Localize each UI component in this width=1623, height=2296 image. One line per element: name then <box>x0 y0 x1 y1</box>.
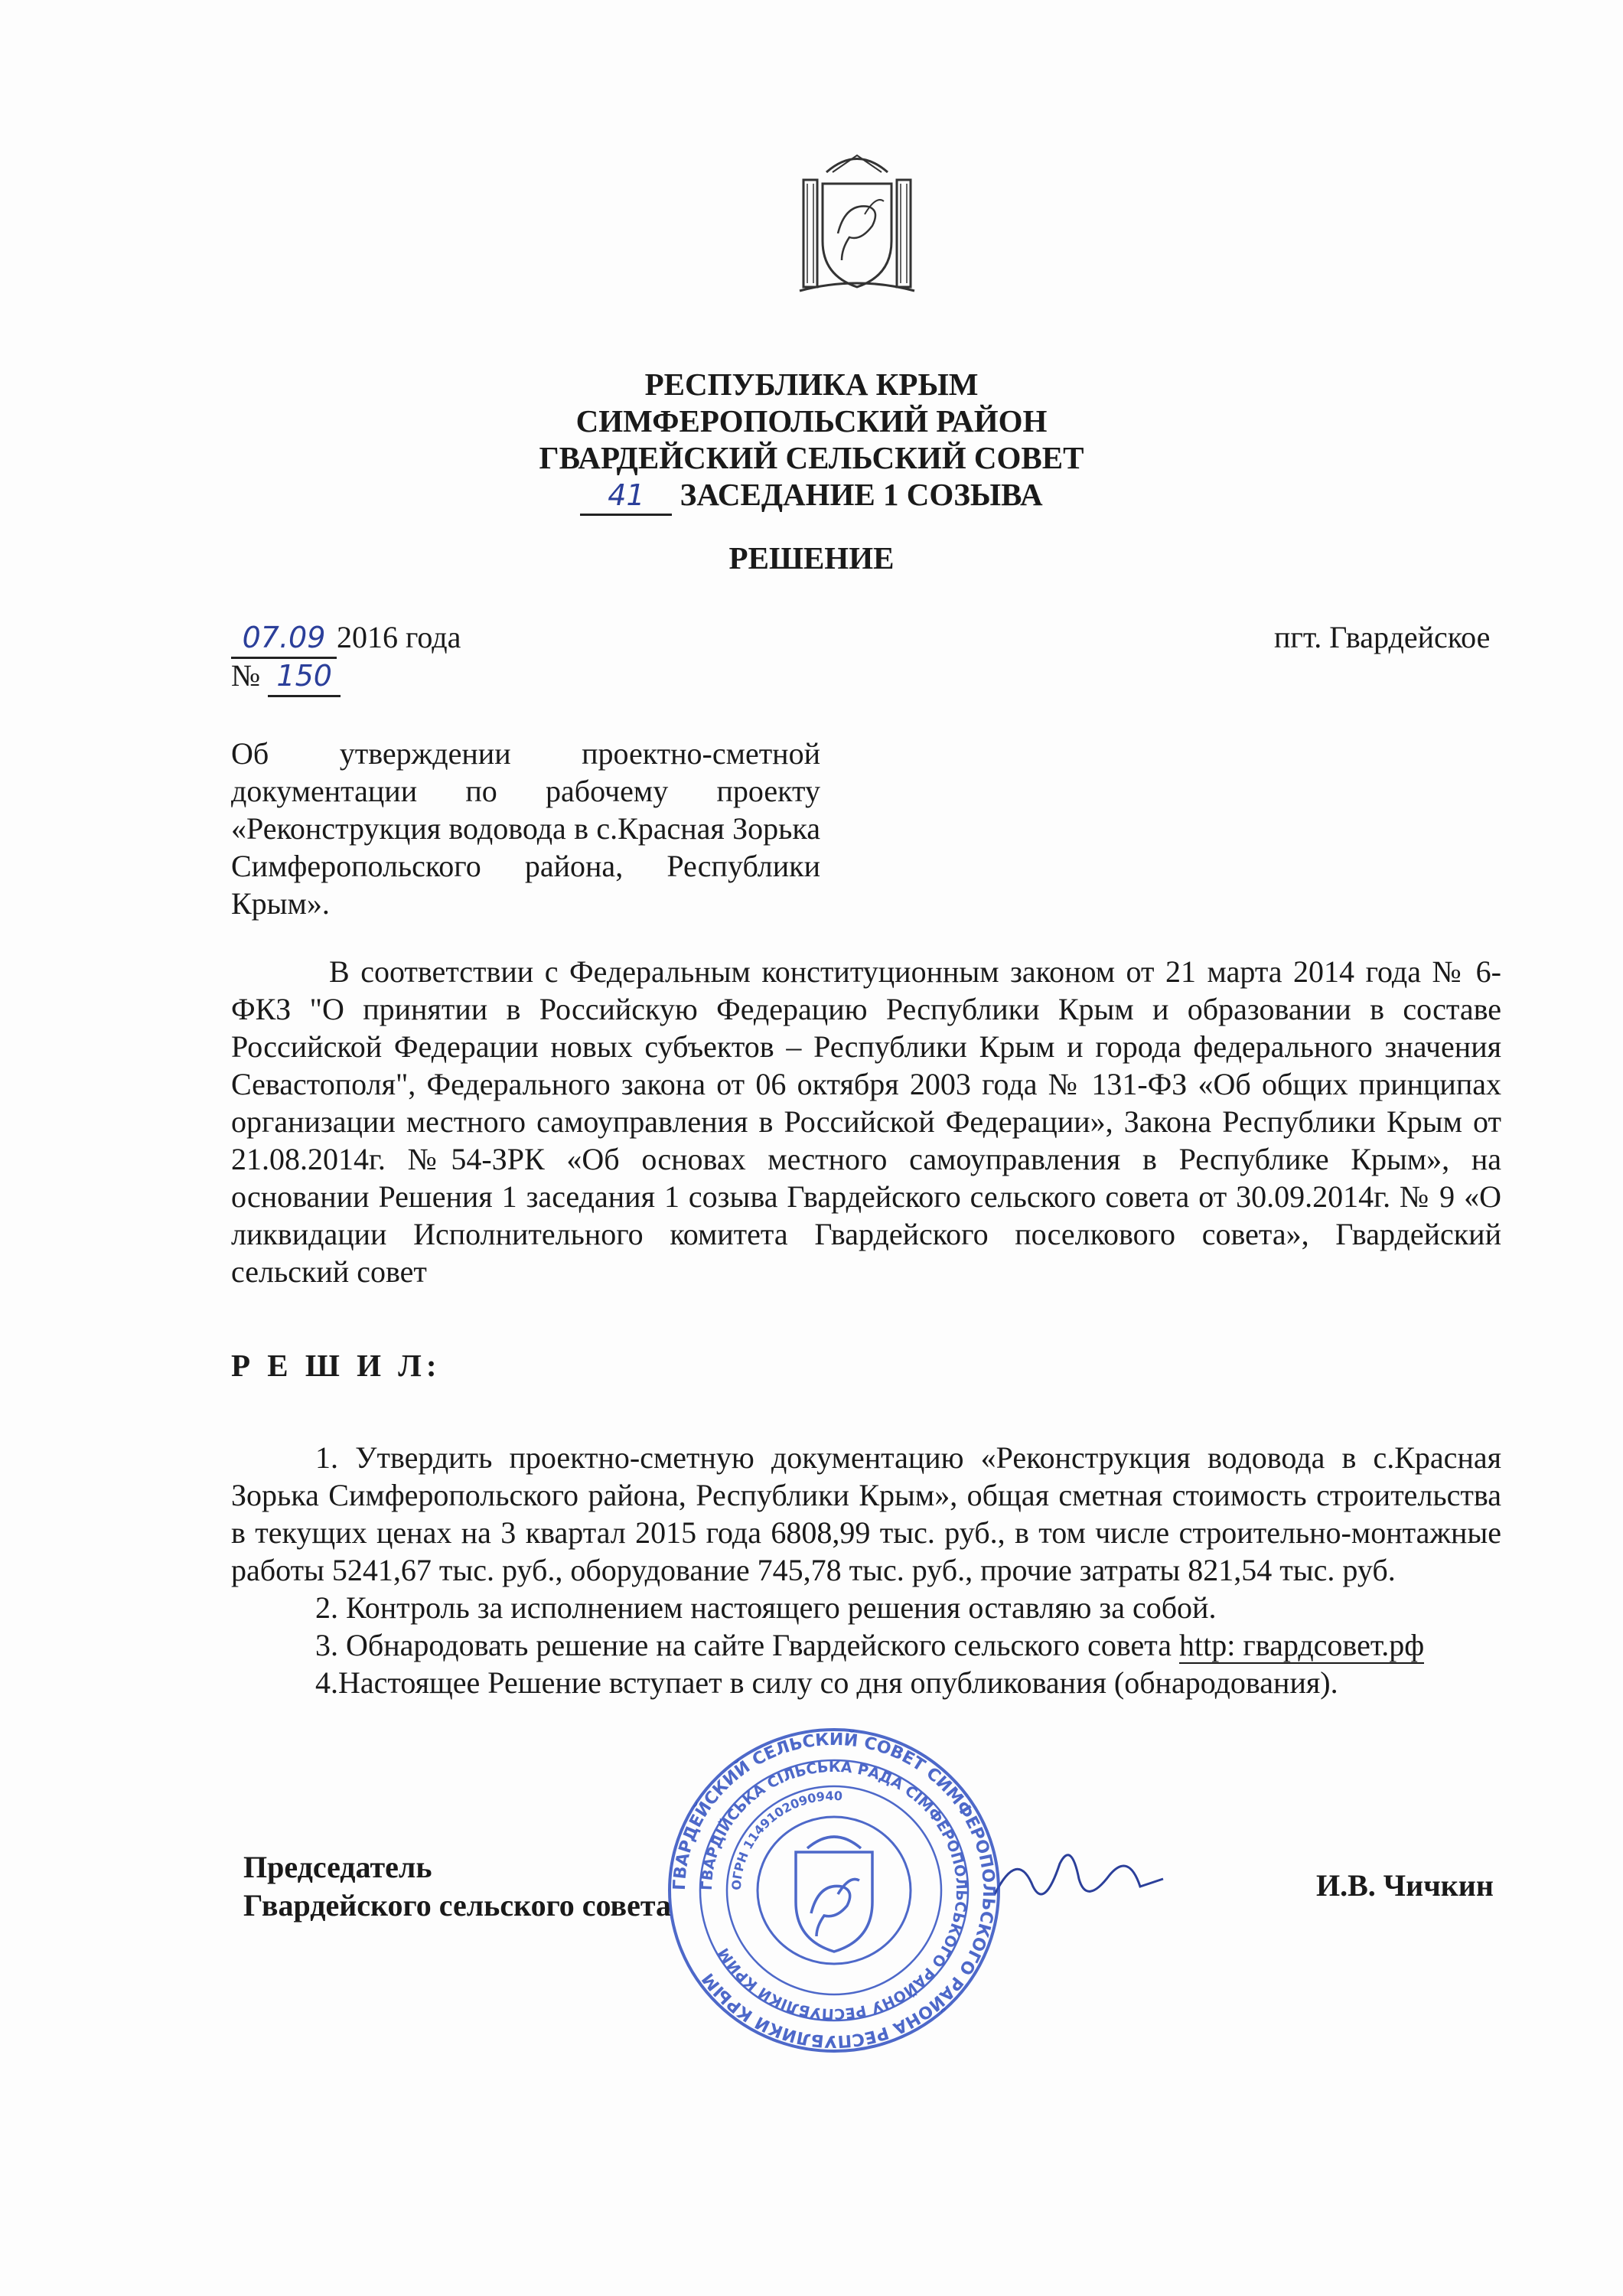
session-number-handwritten: 41 <box>580 477 672 516</box>
header-council: ГВАРДЕЙСКИЙ СЕЛЬСКИЙ СОВЕТ <box>539 440 1084 475</box>
resolution-item-4: 4.Настоящее Решение вступает в силу со дня опубликования (обнародования). <box>315 1665 1338 1700</box>
date-handwritten: 07.09 <box>231 619 337 659</box>
header-session <box>0 476 1623 516</box>
resolution-items <box>231 1439 1501 1701</box>
header-republic: РЕСПУБЛИКА КРЫМ <box>644 367 979 402</box>
document-date <box>231 618 461 659</box>
resolution-item-2: 2. Контроль за исполнением настоящего решения оставляю за собой. <box>315 1590 1217 1625</box>
resolution-item-3 <box>231 1626 1501 1664</box>
document-place: пгт. Гвардейское <box>1274 620 1491 654</box>
svg-text:ОГРН 1149102090940 <box>729 1789 843 1890</box>
item-3-text: 3. Обнародовать решение на сайте Гвардейского сельского совета <box>315 1628 1179 1662</box>
svg-text:ГВАРДЕЙСКИЙ СЕЛЬСКИЙ СОВЕТ СИМ <box>670 1730 998 2050</box>
resolved-label: Р Е Ш И Л: <box>231 1348 442 1383</box>
number-prefix: № <box>231 658 261 693</box>
stamp-middle-text: ГВАРДІЙСЬКА СІЛЬСЬКА РАДА СІМФЕРОПОЛЬСЬКОГО РАЙОНУ РЕСПУБЛІКИ КРИМ <box>698 1758 970 2023</box>
stamp-outer-text: ГВАРДЕЙСКИЙ СЕЛЬСКИЙ СОВЕТ СИМФЕРОПОЛЬСКОГО РАЙОНА РЕСПУБЛИКИ КРЫМ <box>670 1730 999 2051</box>
signatory-title-line2: Гвардейского сельского совета <box>243 1888 672 1923</box>
document-number <box>231 657 341 697</box>
document-subject: Об утверждении проектно-сметной документации по рабочему проекту «Реконструкция водовода в с.Красная Зорька Симферопольского района, Республики Крым». <box>231 736 820 921</box>
document-header <box>0 366 1623 516</box>
number-handwritten: 150 <box>268 657 341 697</box>
session-text: ЗАСЕДАНИЕ 1 СОЗЫВА <box>680 477 1043 512</box>
resolution-item-1: 1. Утвердить проектно-сметную документацию «Реконструкция водовода в с.Красная Зорька Симферопольского района, Республики Крым», общая сметная стоимость строительства в текущих ценах на 3 квартал 2015 года 6808,99 тыс. руб., в том числе строительно-монтажные работы 5241,67 тыс. руб., оборудование 745,78 тыс. руб., прочие затраты 821,54 тыс. руб. <box>231 1440 1501 1587</box>
crimea-coat-of-arms-icon <box>796 142 918 302</box>
signatory-title <box>243 1848 671 1925</box>
signatory-name: И.В. Чичкин <box>1316 1868 1494 1903</box>
stamp-emblem-icon <box>796 1837 872 1952</box>
stamp-ogrn: ОГРН 1149102090940 <box>728 1788 843 1891</box>
handwritten-signature <box>987 1833 1171 1925</box>
council-website-link[interactable]: http: гвардсовет.рф <box>1178 1628 1425 1662</box>
decision-title: РЕШЕНИЕ <box>728 540 895 576</box>
header-district: СИМФЕРОПОЛЬСКИЙ РАЙОН <box>575 403 1048 439</box>
signatory-title-line1: Председатель <box>243 1850 432 1884</box>
official-seal-icon <box>654 1718 1014 2063</box>
preamble-paragraph: В соответствии с Федеральным конституционным законом от 21 марта 2014 года № 6-ФКЗ "О принятии в Российскую Федерацию Республики Крым и образовании в составе Российской Федерации новых субъектов – Республики Крым и города федерального значения Севастополя", Федерального закона от 06 октября 2003 года № 131-ФЗ «Об общих принципах организации местного самоуправления в Российской Федерации», Закона Республики Крым от 21.08.2014г. №54-ЗРК «Об основах местного самоуправления в Республике Крым», на основании Решения 1 заседания 1 созыва Гвардейского сельского совета от 30.09.2014г. № 9 «О ликвидации Исполнительного комитета Гвардейского поселкового совета», Гвардейский сельский совет <box>231 954 1501 1289</box>
date-suffix: 2016 года <box>337 620 461 654</box>
